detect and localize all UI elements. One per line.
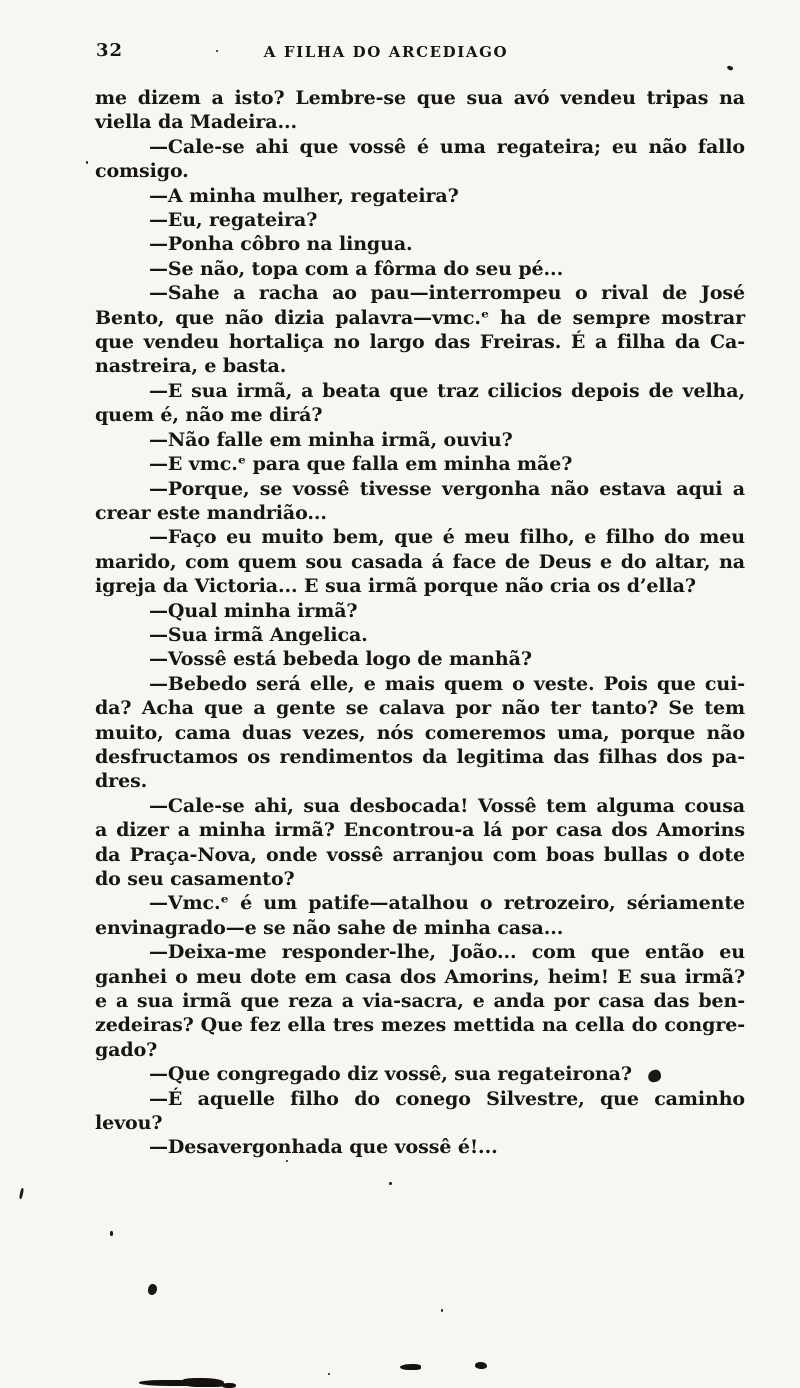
text-line: —Sahe a racha ao pau—interrompeu o rival de José bbox=[149, 282, 745, 305]
text-line: —Ponha côbro na lingua. bbox=[149, 233, 413, 256]
text-line: da? Acha que a gente se calava por não ter tanto? Se tem bbox=[95, 697, 745, 720]
text-line: —Vmc.ᵉ é um patife—atalhou o retrozeiro, sériamente bbox=[149, 892, 745, 915]
text-line: quem é, não me dirá? bbox=[95, 404, 323, 427]
ink-speck bbox=[328, 1373, 330, 1375]
text-line: —Faço eu muito bem, que é meu filho, e filho do meu bbox=[149, 526, 745, 549]
text-line: levou? bbox=[95, 1112, 163, 1135]
text-line: Bento, que não dizia palavra—vmc.ᵉ ha de sempre mostrar bbox=[95, 306, 745, 329]
text-line: —Desavergonhada que vossê é!... bbox=[149, 1136, 498, 1159]
text-line: —A minha mulher, regateira? bbox=[149, 184, 459, 207]
text-line: igreja da Victoria... E sua irmã porque não cria os d’ella? bbox=[95, 575, 696, 598]
scan-smudge bbox=[400, 1364, 421, 1370]
scan-smudge bbox=[475, 1362, 487, 1369]
text-line: —Bebedo será elle, e mais quem o veste. Pois que cui- bbox=[149, 672, 745, 695]
text-line: ganhei o meu dote em casa dos Amorins, heim! E sua irmã? bbox=[95, 965, 745, 988]
text-line: —Porque, se vossê tivesse vergonha não estava aqui a bbox=[149, 477, 745, 500]
text-line: —Sua irmã Angelica. bbox=[149, 623, 368, 646]
text-line: —É aquelle filho do conego Silvestre, que caminho bbox=[149, 1087, 745, 1110]
text-line: —Eu, regateira? bbox=[149, 209, 318, 232]
text-line: dres. bbox=[95, 770, 148, 793]
text-line: envinagrado—e se não sahe de minha casa... bbox=[95, 916, 564, 939]
ink-speck bbox=[19, 1188, 24, 1199]
ink-speck bbox=[441, 1309, 443, 1312]
ink-speck bbox=[86, 161, 88, 164]
text-line: zedeiras? Que fez ella tres mezes mettida na cella do congre- bbox=[95, 1014, 745, 1037]
text-line: viella da Madeira... bbox=[95, 111, 298, 134]
text-line: da Praça-Nova, onde vossê arranjou com boas bullas o dote bbox=[95, 843, 745, 866]
text-line: gado? bbox=[95, 1038, 158, 1061]
text-line: e a sua irmã que reza a via-sacra, e anda por casa das ben- bbox=[95, 990, 745, 1013]
ink-blot bbox=[148, 1284, 157, 1295]
text-line: —Cale-se ahi, sua desbocada! Vossê tem alguma cousa bbox=[149, 794, 745, 817]
text-line: —E sua irmã, a beata que traz cilicios depois de velha, bbox=[149, 379, 745, 402]
ink-speck bbox=[389, 1182, 392, 1185]
text-line: desfructamos os rendimentos da legitima das filhas dos pa- bbox=[95, 745, 745, 768]
text-line: me dizem a isto? Lembre-se que sua avó vendeu tripas na bbox=[95, 87, 745, 109]
text-line: que vendeu hortaliça no largo das Freiras. É a filha da Ca- bbox=[95, 331, 745, 354]
text-line: —Qual minha irmã? bbox=[149, 599, 358, 622]
page-header bbox=[0, 40, 800, 66]
text-line: marido, com quem sou casada á face de Deus e do altar, na bbox=[95, 550, 745, 573]
text-line: crear este mandrião... bbox=[95, 501, 327, 524]
text-line: —Se não, topa com a fôrma do seu pé... bbox=[149, 257, 564, 280]
text-line: nastreira, e basta. bbox=[95, 355, 287, 378]
text-line: —Cale-se ahi que vossê é uma regateira; eu não fallo bbox=[149, 135, 745, 158]
page-number: 32 bbox=[96, 40, 124, 61]
text-line: —Que congregado diz vossê, sua regateirona? bbox=[149, 1063, 632, 1086]
text-line: —Deixa-me responder-lhe, João... com que então eu bbox=[149, 941, 745, 964]
text-line: a dizer a minha irmã? Encontrou-a lá por casa dos Amorins bbox=[95, 819, 745, 842]
page-text bbox=[95, 86, 745, 1160]
text-line: —E vmc.ᵉ para que falla em minha mãe? bbox=[149, 453, 573, 476]
ink-speck bbox=[286, 1160, 288, 1162]
text-line: comsigo. bbox=[95, 160, 189, 183]
scan-edge-smudge bbox=[182, 1378, 224, 1387]
text-line: —Não falle em minha irmã, ouviu? bbox=[149, 428, 513, 451]
scan-edge-smudge bbox=[222, 1383, 236, 1388]
ink-speck bbox=[110, 1231, 113, 1236]
text-line: muito, cama duas vezes, nós comeremos uma, porque não bbox=[95, 721, 745, 744]
running-title: A FILHA DO ARCEDIAGO bbox=[263, 43, 509, 61]
text-line: do seu casamento? bbox=[95, 868, 295, 890]
text-line: —Vossê está bebeda logo de manhã? bbox=[149, 648, 532, 671]
